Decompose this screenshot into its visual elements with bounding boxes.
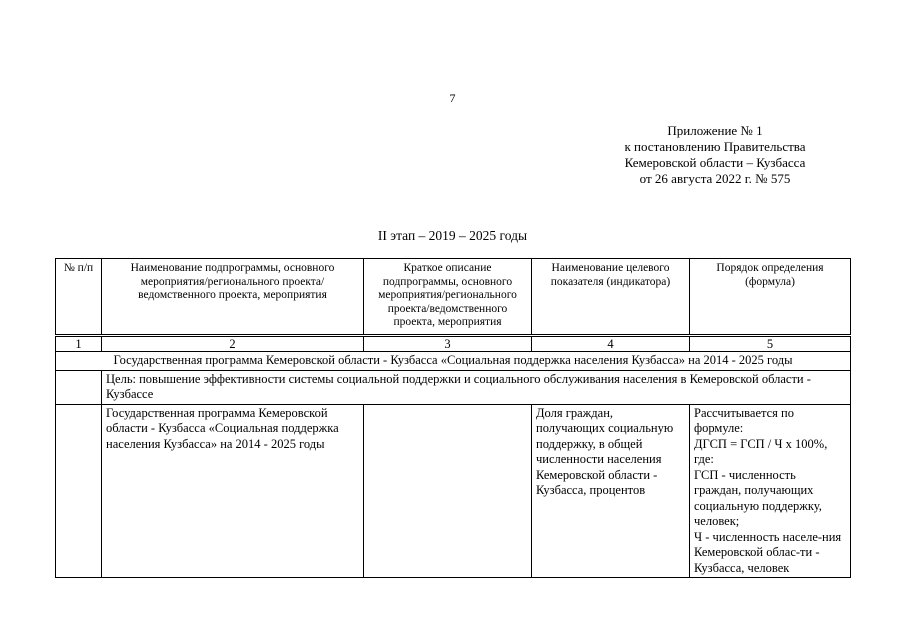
appendix-header xyxy=(560,123,870,187)
column-number-5: 5 xyxy=(690,336,851,352)
goal-row xyxy=(56,370,851,404)
header-cell-indicator: Наименование целевого показателя (индикатора) xyxy=(532,259,690,336)
column-number-4: 4 xyxy=(532,336,690,352)
formula-line: ДГСП = ГСП / Ч x 100%, xyxy=(694,436,828,451)
formula-line: Ч - численность населе-ния Кемеровской облас-ти - Кузбасса, человек xyxy=(694,529,842,575)
formula-line: где: xyxy=(694,452,714,466)
column-number-3: 3 xyxy=(364,336,532,352)
formula-line: Рассчитывается по формуле: xyxy=(694,405,794,435)
appendix-line-2: к постановлению Правительства xyxy=(624,139,806,154)
goal-cell: Цель: повышение эффективности системы социальной поддержки и социального обслуживания населения в Кемеровской области - Кузбассе xyxy=(102,370,851,404)
header-cell-num: № п/п xyxy=(56,259,102,336)
table-header-row xyxy=(56,259,851,336)
header-cell-formula: Порядок определения (формула) xyxy=(690,259,851,336)
column-number-row xyxy=(56,336,851,352)
row-formula-cell xyxy=(690,404,851,578)
page-number: 7 xyxy=(449,91,456,105)
header-cell-name: Наименование подпрограммы, основного мероприятия/регионального проекта/ведомственного проекта, мероприятия xyxy=(102,259,364,336)
program-title-cell: Государственная программа Кемеровской области - Кузбасса «Социальная поддержка населения Кузбасса» на 2014 - 2025 годы xyxy=(56,352,851,371)
row-num-cell xyxy=(56,404,102,578)
appendix-line-4: от 26 августа 2022 г. № 575 xyxy=(639,171,791,186)
goal-empty-cell xyxy=(56,370,102,404)
appendix-line-3: Кемеровской области – Кузбасса xyxy=(624,155,806,170)
row-indicator-cell: Доля граждан, получающих социальную поддержку, в общей численности населения Кемеровской области - Кузбасса, процентов xyxy=(532,404,690,578)
table-row xyxy=(56,404,851,578)
formula-line: ГСП - численность граждан, получающих социальную поддержку, человек; xyxy=(694,467,822,528)
program-title-row xyxy=(56,352,851,371)
appendix-line-1: Приложение № 1 xyxy=(667,123,763,138)
row-name-cell: Государственная программа Кемеровской области - Кузбасса «Социальная поддержка населения Кузбасса» на 2014 - 2025 годы xyxy=(102,404,364,578)
column-number-2: 2 xyxy=(102,336,364,352)
program-table xyxy=(55,258,851,578)
row-description-cell xyxy=(364,404,532,578)
stage-title: II этап – 2019 – 2025 годы xyxy=(377,228,528,243)
column-number-1: 1 xyxy=(56,336,102,352)
header-cell-description: Краткое описание подпрограммы, основного мероприятия/регионального проекта/ведомственного проекта, мероприятия xyxy=(364,259,532,336)
